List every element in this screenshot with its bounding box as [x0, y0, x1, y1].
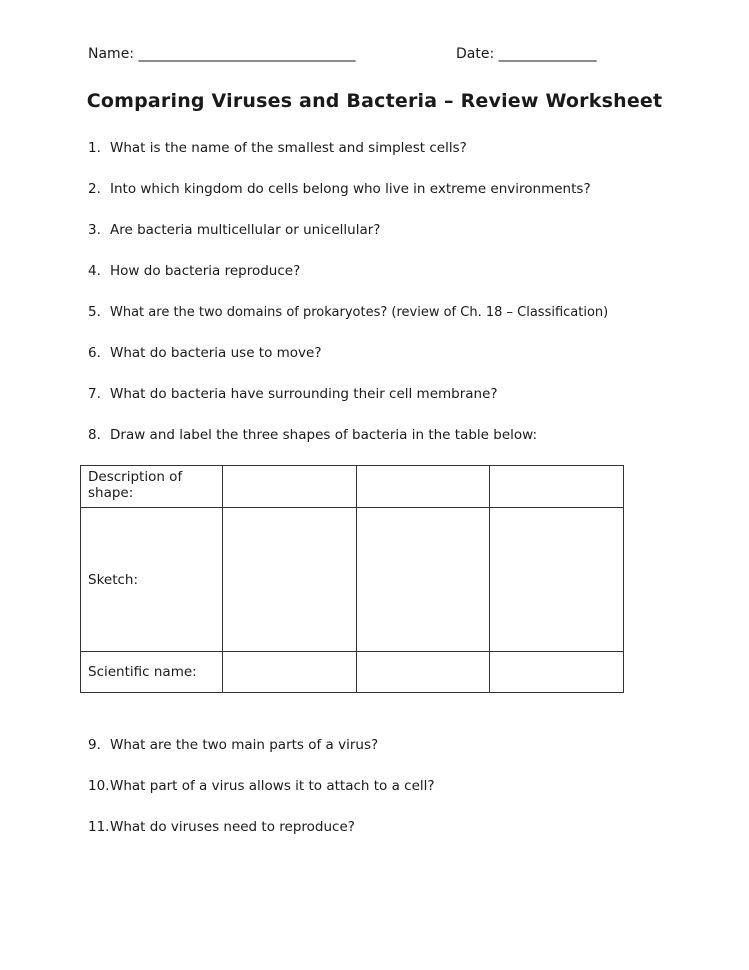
question-text: What part of a virus allows it to attach to a cell?: [110, 778, 435, 794]
worksheet-title: Comparing Viruses and Bacteria – Review Worksheet: [86, 90, 663, 112]
question-text: Are bacteria multicellular or unicellular?: [110, 222, 381, 238]
table-cell[interactable]: [223, 652, 357, 693]
table-row: [81, 652, 624, 693]
question-number: 7.: [88, 386, 101, 402]
question-number: 1.: [88, 140, 101, 156]
question-6: [88, 345, 322, 361]
table-cell[interactable]: [356, 508, 490, 652]
question-number: 11.: [88, 819, 110, 835]
question-text: What do bacteria use to move?: [110, 345, 322, 361]
question-number: 6.: [88, 345, 101, 361]
question-text: What do viruses need to reproduce?: [110, 819, 355, 835]
table-cell[interactable]: [490, 466, 624, 508]
question-1: [88, 140, 467, 156]
scientific-name-label: Scientific name:: [81, 652, 223, 693]
name-field[interactable]: Name: _______________________________: [88, 46, 356, 62]
table-cell[interactable]: [490, 508, 624, 652]
question-2: [88, 181, 591, 197]
table-row: [81, 466, 624, 508]
table-cell[interactable]: [223, 508, 357, 652]
sketch-label: Sketch:: [81, 508, 223, 652]
question-number: 3.: [88, 222, 101, 238]
question-number: 4.: [88, 263, 101, 279]
table-cell[interactable]: [356, 466, 490, 508]
question-text: Draw and label the three shapes of bacteria in the table below:: [110, 427, 537, 443]
question-number: 8.: [88, 427, 101, 443]
question-text: Into which kingdom do cells belong who live in extreme environments?: [110, 181, 591, 197]
question-number: 10.: [88, 778, 110, 794]
question-3: [88, 222, 380, 238]
date-field[interactable]: Date: ______________: [456, 46, 597, 62]
question-4: [88, 263, 300, 279]
question-number: 5.: [88, 304, 101, 320]
table-cell[interactable]: [223, 466, 357, 508]
table-cell[interactable]: [490, 652, 624, 693]
question-number: 2.: [88, 181, 101, 197]
question-text: What do bacteria have surrounding their cell membrane?: [110, 386, 498, 402]
question-11: [88, 819, 355, 835]
bacteria-shapes-table: [80, 465, 624, 693]
question-text: How do bacteria reproduce?: [110, 263, 301, 279]
question-9: [88, 737, 378, 753]
question-text: What are the two domains of prokaryotes? (review of Ch. 18 – Classification): [110, 305, 609, 320]
table-cell[interactable]: [356, 652, 490, 693]
question-text: What is the name of the smallest and simplest cells?: [110, 140, 467, 156]
question-text: What are the two main parts of a virus?: [110, 737, 379, 753]
question-5: [88, 304, 608, 320]
table-row: [81, 508, 624, 652]
question-number: 9.: [88, 737, 101, 753]
question-8: [88, 427, 537, 443]
question-10: [88, 778, 435, 794]
question-7: [88, 386, 498, 402]
description-label: Description of shape:: [81, 466, 223, 508]
